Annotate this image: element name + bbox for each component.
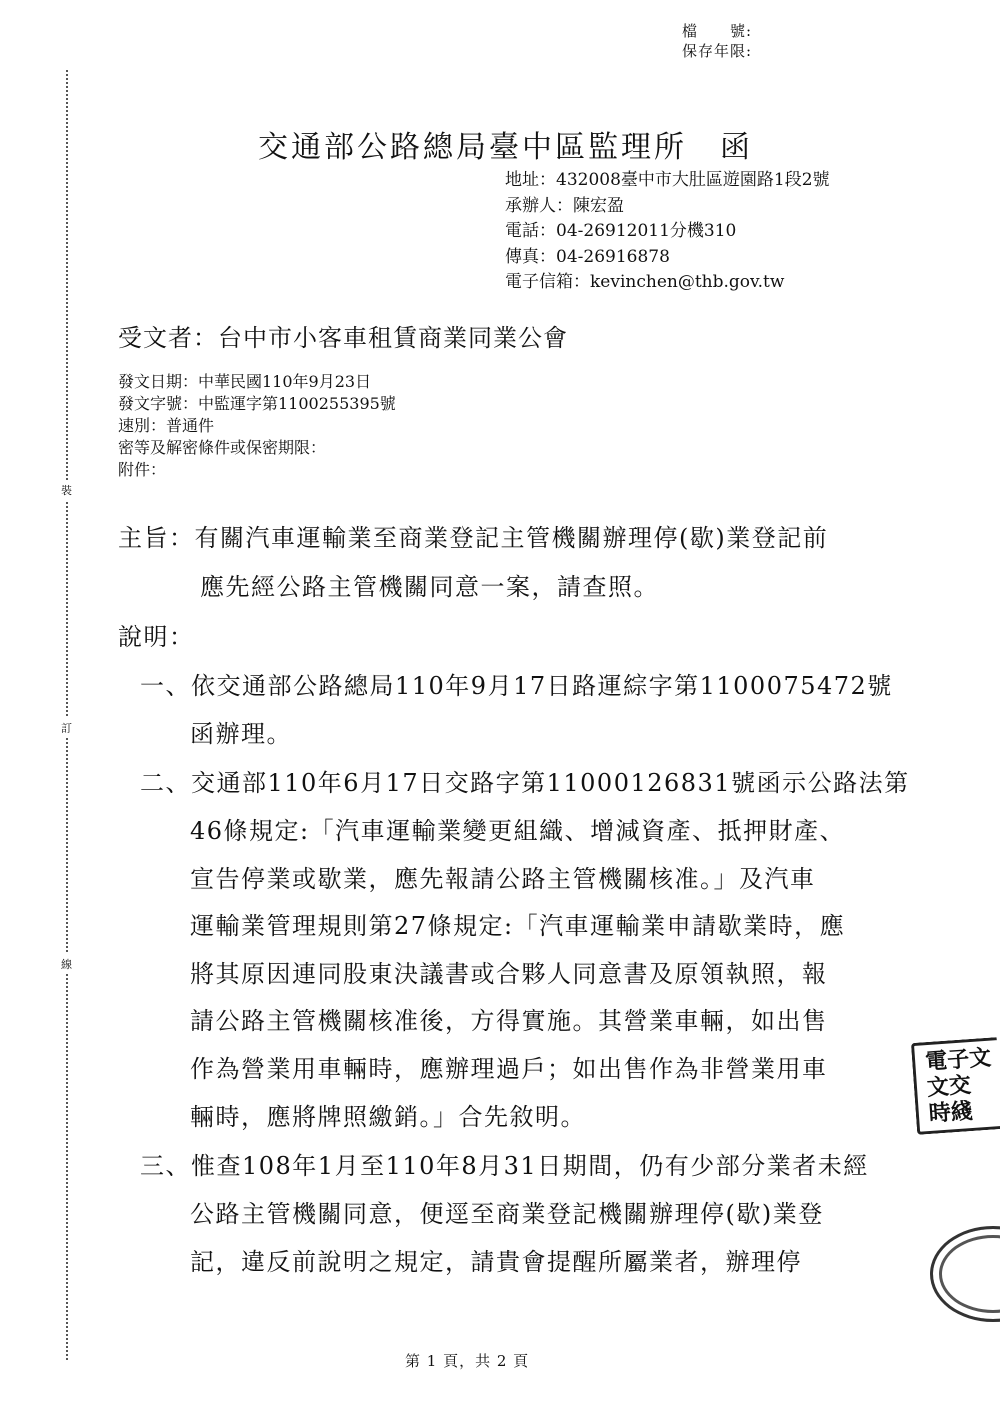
item2-line-1: 二、交通部110年6月17日交路字第11000126831號函示公路法第 bbox=[140, 769, 910, 797]
item2-line-4: 運輸業管理規則第27條規定:「汽車運輸業申請歇業時，應 bbox=[190, 912, 846, 940]
item3-line-1: 三、惟查108年1月至110年8月31日期間，仍有少部分業者未經 bbox=[140, 1152, 869, 1180]
meta-block bbox=[118, 371, 396, 481]
page-number: 第 1 頁，共 2 頁 bbox=[405, 1352, 530, 1370]
delivery-speed: 速別：普通件 bbox=[118, 416, 215, 435]
contact-address: 地址：432008臺中市大肚區遊園路1段2號 bbox=[505, 170, 830, 190]
contact-phone: 電話：04-26912011分機310 bbox=[505, 221, 737, 241]
recipient: 受文者：台中市小客車租賃商業同業公會 bbox=[118, 324, 568, 352]
contact-block bbox=[505, 168, 830, 296]
document-title: 交通部公路總局臺中區監理所 函 bbox=[258, 130, 753, 165]
item2-line-7: 作為營業用車輛時，應辦理過戶；如出售作為非營業用車 bbox=[190, 1055, 828, 1083]
issue-number: 發文字號：中監運字第1100255395號 bbox=[118, 394, 396, 413]
contact-officer: 承辦人：陳宏盈 bbox=[505, 195, 624, 216]
electronic-exchange-stamp: 電子文 文交 時綫 bbox=[911, 1037, 1000, 1135]
item2-line-5: 將其原因連同股東決議書或合夥人同意書及原領執照，報 bbox=[190, 960, 828, 988]
item3-line-3: 記，違反前說明之規定，請貴會提醒所屬業者，辦理停 bbox=[190, 1248, 802, 1276]
item1-line-2: 函辦理。 bbox=[190, 720, 292, 748]
margin-mark-bind: 裝 bbox=[61, 480, 72, 500]
binding-margin-line bbox=[66, 70, 68, 1360]
item1-line-1: 一、依交通部公路總局110年9月17日路運綜字第1100075472號 bbox=[140, 672, 893, 700]
item2-line-3: 宣告停業或歇業，應先報請公路主管機關核准。」及汽車 bbox=[190, 865, 816, 893]
seal-stamp bbox=[930, 1226, 1000, 1322]
issue-date: 發文日期：中華民國110年9月23日 bbox=[118, 372, 372, 391]
subject-line-2: 應先經公路主管機關同意一案，請查照。 bbox=[200, 573, 659, 601]
contact-fax: 傳真：04-26916878 bbox=[505, 246, 670, 267]
item3-line-2: 公路主管機關同意，便逕至商業登記機關辦理停(歇)業登 bbox=[190, 1200, 824, 1228]
secrecy-level: 密等及解密條件或保密期限： bbox=[118, 438, 327, 457]
attachment: 附件： bbox=[118, 460, 167, 479]
margin-mark-line: 線 bbox=[61, 954, 72, 974]
item2-line-2: 46條規定:「汽車運輸業變更組織、增減資產、抵押財產、 bbox=[190, 817, 846, 845]
retention-label: 保存年限: bbox=[682, 42, 753, 60]
item2-line-6: 請公路主管機關核准後，方得實施。其營業車輛，如出售 bbox=[190, 1007, 828, 1035]
subject-line-1: 主旨：有關汽車運輸業至商業登記主管機關辦理停(歇)業登記前 bbox=[118, 524, 829, 552]
margin-mark-staple: 訂 bbox=[61, 718, 72, 738]
explanation-heading: 說明： bbox=[118, 623, 195, 651]
file-number-label: 檔 號: bbox=[682, 22, 753, 40]
item2-line-8: 輛時，應將牌照繳銷。」合先敘明。 bbox=[190, 1103, 586, 1131]
contact-email: 電子信箱：kevinchen@thb.gov.tw bbox=[505, 272, 785, 292]
